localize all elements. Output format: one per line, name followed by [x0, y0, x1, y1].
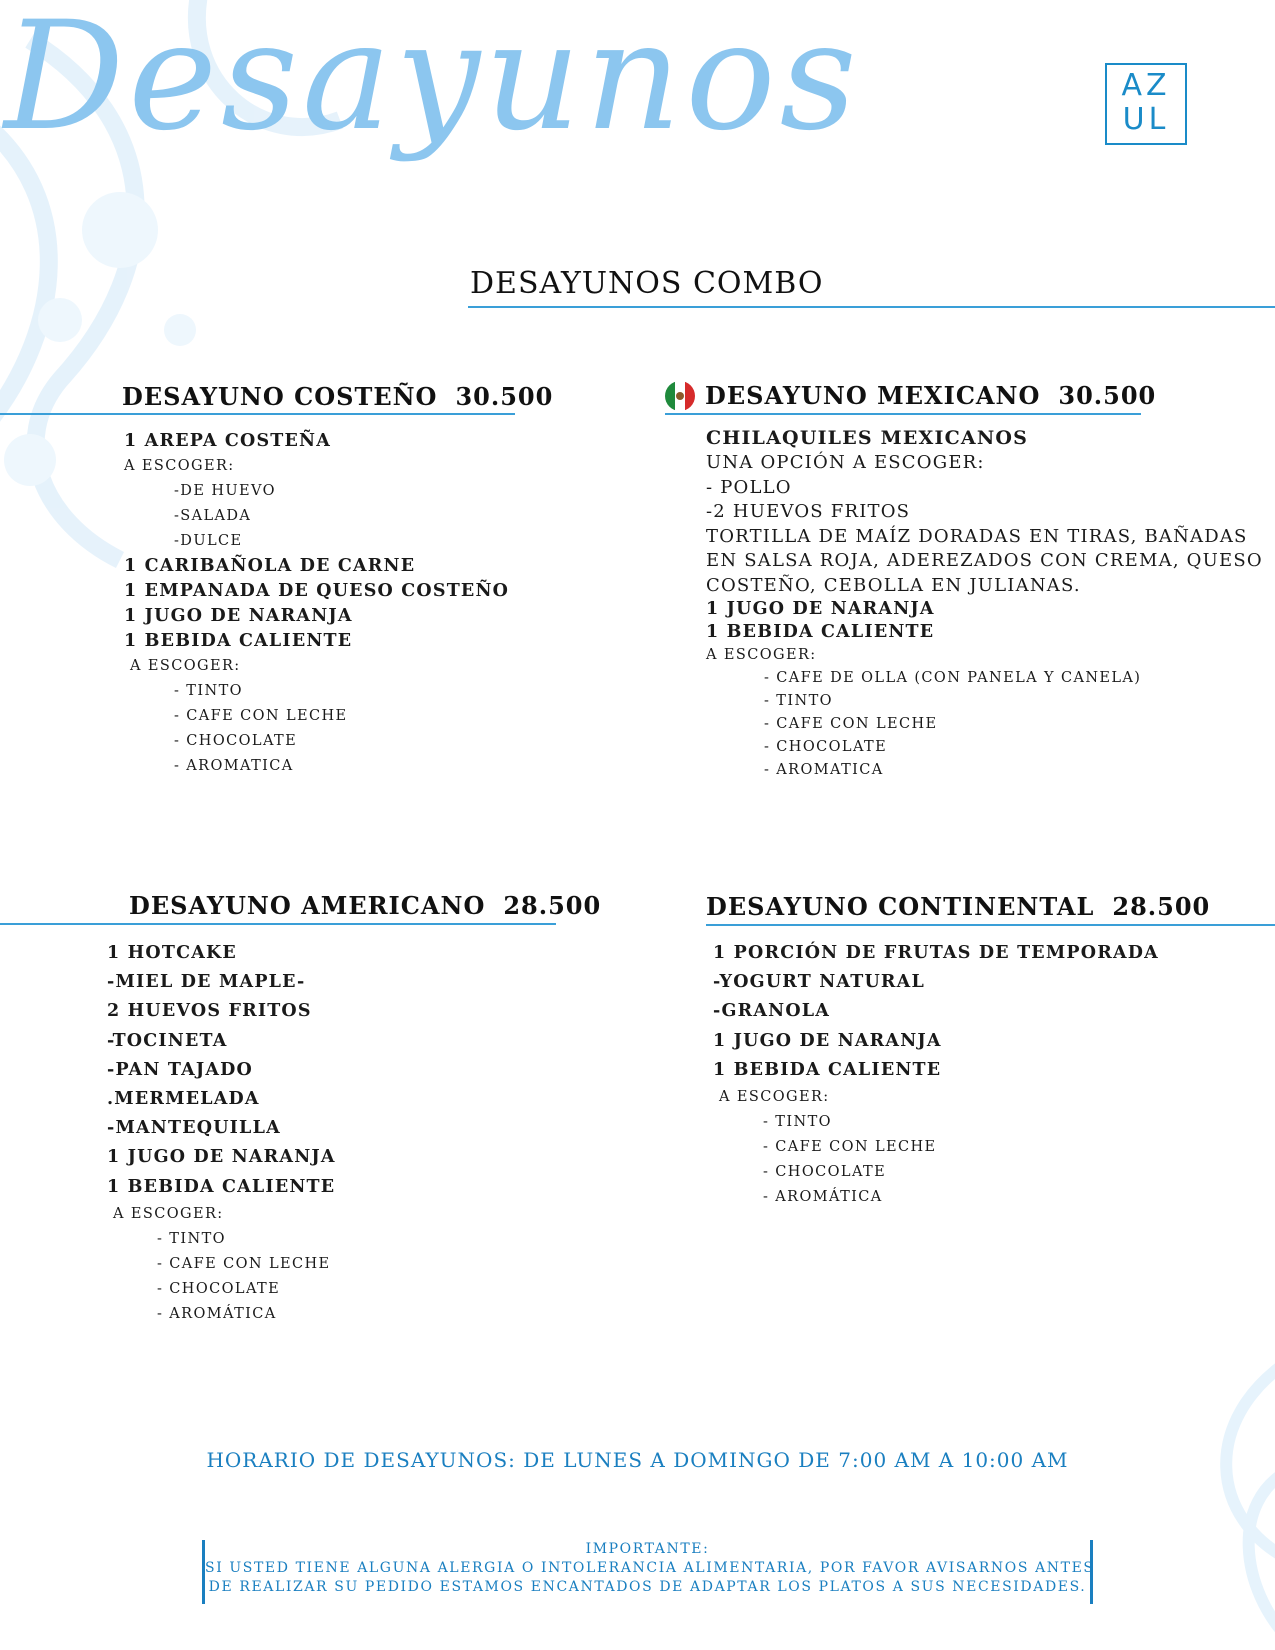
- mexico-flag-icon: [665, 381, 695, 411]
- costeno-title: [122, 382, 553, 411]
- list-item: EN SALSA ROJA, ADEREZADOS CON CREMA, QUESO: [706, 550, 1263, 571]
- list-item: .MERMELADA: [107, 1089, 260, 1110]
- list-item: -DE HUEVO: [174, 483, 276, 499]
- list-item: 1 JUGO DE NARANJA: [107, 1147, 336, 1168]
- list-item: - CHOCOLATE: [174, 733, 298, 749]
- list-item: - AROMATICA: [174, 758, 294, 774]
- list-item: A ESCOGER:: [706, 647, 817, 663]
- allergy-notice: [202, 1540, 1093, 1604]
- list-item: CHILAQUILES MEXICANOS: [706, 427, 1029, 449]
- mexicano-items: [706, 426, 1263, 782]
- list-item: 1 BEBIDA CALIENTE: [706, 622, 935, 642]
- mexicano-rule: [665, 413, 1141, 415]
- list-item: 1 JUGO DE NARANJA: [706, 599, 935, 619]
- list-item: TORTILLA DE MAÍZ DORADAS EN TIRAS, BAÑADAS: [706, 525, 1248, 547]
- list-item: COSTEÑO, CEBOLLA EN JULIANAS.: [706, 574, 1081, 596]
- notice-heading: IMPORTANTE:: [585, 1541, 710, 1557]
- list-item: - TINTO: [174, 683, 243, 699]
- logo-text-bottom: UL: [1122, 102, 1170, 137]
- list-item: - CHOCOLATE: [764, 739, 888, 755]
- continental-title: [706, 892, 1210, 921]
- list-item: 1 JUGO DE NARANJA: [124, 606, 353, 626]
- list-item: -YOGURT NATURAL: [713, 972, 925, 993]
- combo-title-rule: [468, 306, 1275, 308]
- list-item: -DULCE: [174, 533, 243, 549]
- list-item: 1 BEBIDA CALIENTE: [124, 631, 353, 651]
- list-item: -TOCINETA: [107, 1030, 228, 1051]
- list-item: - TINTO: [157, 1230, 226, 1247]
- list-item: - AROMÁTICA: [157, 1305, 277, 1322]
- script-title: Desayunos: [4, 0, 861, 164]
- list-item: A ESCOGER:: [719, 1089, 830, 1106]
- list-item: A ESCOGER:: [113, 1205, 224, 1222]
- list-item: - TINTO: [763, 1114, 832, 1131]
- list-item: 1 HOTCAKE: [107, 943, 237, 963]
- notice-line-1: SI USTED TIENE ALGUNA ALERGIA O INTOLERANCIA ALIMENTARIA, POR FAVOR AVISARNOS ANTES: [205, 1560, 1095, 1576]
- continental-items: [713, 939, 1159, 1210]
- notice-line-2: DE REALIZAR SU PEDIDO ESTAMOS ENCANTADOS DE ADAPTAR LOS PLATOS A SUS NECESIDADES.: [208, 1579, 1087, 1595]
- list-item: 1 CARIBAÑOLA DE CARNE: [124, 556, 416, 576]
- list-item: -PAN TAJADO: [107, 1059, 253, 1080]
- costeno-price: 30.500: [455, 382, 554, 411]
- list-item: - POLLO: [706, 476, 792, 498]
- continental-name: DESAYUNO CONTINENTAL: [706, 892, 1095, 921]
- costeno-items: [124, 429, 509, 779]
- list-item: A ESCOGER:: [124, 458, 235, 474]
- list-item: -MIEL DE MAPLE-: [107, 972, 306, 993]
- americano-price: 28.500: [503, 891, 602, 920]
- logo-text-top: AZ: [1121, 68, 1171, 103]
- list-item: - CAFE CON LECHE: [764, 716, 938, 732]
- combo-title: DESAYUNOS COMBO: [470, 266, 824, 301]
- list-item: - TINTO: [764, 693, 833, 709]
- list-item: 1 BEBIDA CALIENTE: [107, 1176, 336, 1197]
- continental-price: 28.500: [1112, 892, 1211, 921]
- list-item: - CAFE CON LECHE: [763, 1139, 937, 1156]
- continental-rule: [706, 924, 1275, 926]
- list-item: -GRANOLA: [713, 1001, 831, 1022]
- list-item: 1 BEBIDA CALIENTE: [713, 1059, 942, 1080]
- mexicano-price: 30.500: [1058, 381, 1157, 410]
- list-item: 1 EMPANADA DE QUESO COSTEÑO: [124, 581, 510, 601]
- list-item: A ESCOGER:: [130, 658, 241, 674]
- list-item: UNA OPCIÓN A ESCOGER:: [706, 452, 985, 473]
- americano-items: [107, 939, 336, 1327]
- list-item: 1 JUGO DE NARANJA: [713, 1030, 942, 1051]
- breakfast-hours: HORARIO DE DESAYUNOS: DE LUNES A DOMINGO DE 7:00 AM A 10:00 AM: [206, 1448, 1069, 1472]
- americano-name: DESAYUNO AMERICANO: [129, 891, 486, 920]
- list-item: 1 PORCIÓN DE FRUTAS DE TEMPORADA: [713, 943, 1159, 963]
- mexicano-title: [705, 381, 1156, 410]
- list-item: - CHOCOLATE: [157, 1280, 281, 1297]
- list-item: - CAFE CON LECHE: [157, 1255, 331, 1272]
- costeno-name: DESAYUNO COSTEÑO: [122, 382, 438, 411]
- costeno-rule: [0, 413, 515, 415]
- americano-title: [129, 891, 601, 920]
- list-item: - CAFE DE OLLA (CON PANELA Y CANELA): [764, 670, 1142, 686]
- list-item: -SALADA: [174, 508, 252, 524]
- list-item: - AROMATICA: [764, 762, 884, 778]
- americano-rule: [0, 923, 556, 925]
- mexicano-name: DESAYUNO MEXICANO: [705, 381, 1041, 410]
- azul-logo: [1105, 63, 1187, 145]
- list-item: - CHOCOLATE: [763, 1164, 887, 1181]
- list-item: -2 HUEVOS FRITOS: [706, 501, 911, 522]
- list-item: - AROMÁTICA: [763, 1189, 883, 1206]
- list-item: - CAFE CON LECHE: [174, 708, 348, 724]
- list-item: 1 AREPA COSTEÑA: [124, 431, 332, 451]
- list-item: 2 HUEVOS FRITOS: [107, 1001, 312, 1022]
- list-item: -MANTEQUILLA: [107, 1118, 281, 1139]
